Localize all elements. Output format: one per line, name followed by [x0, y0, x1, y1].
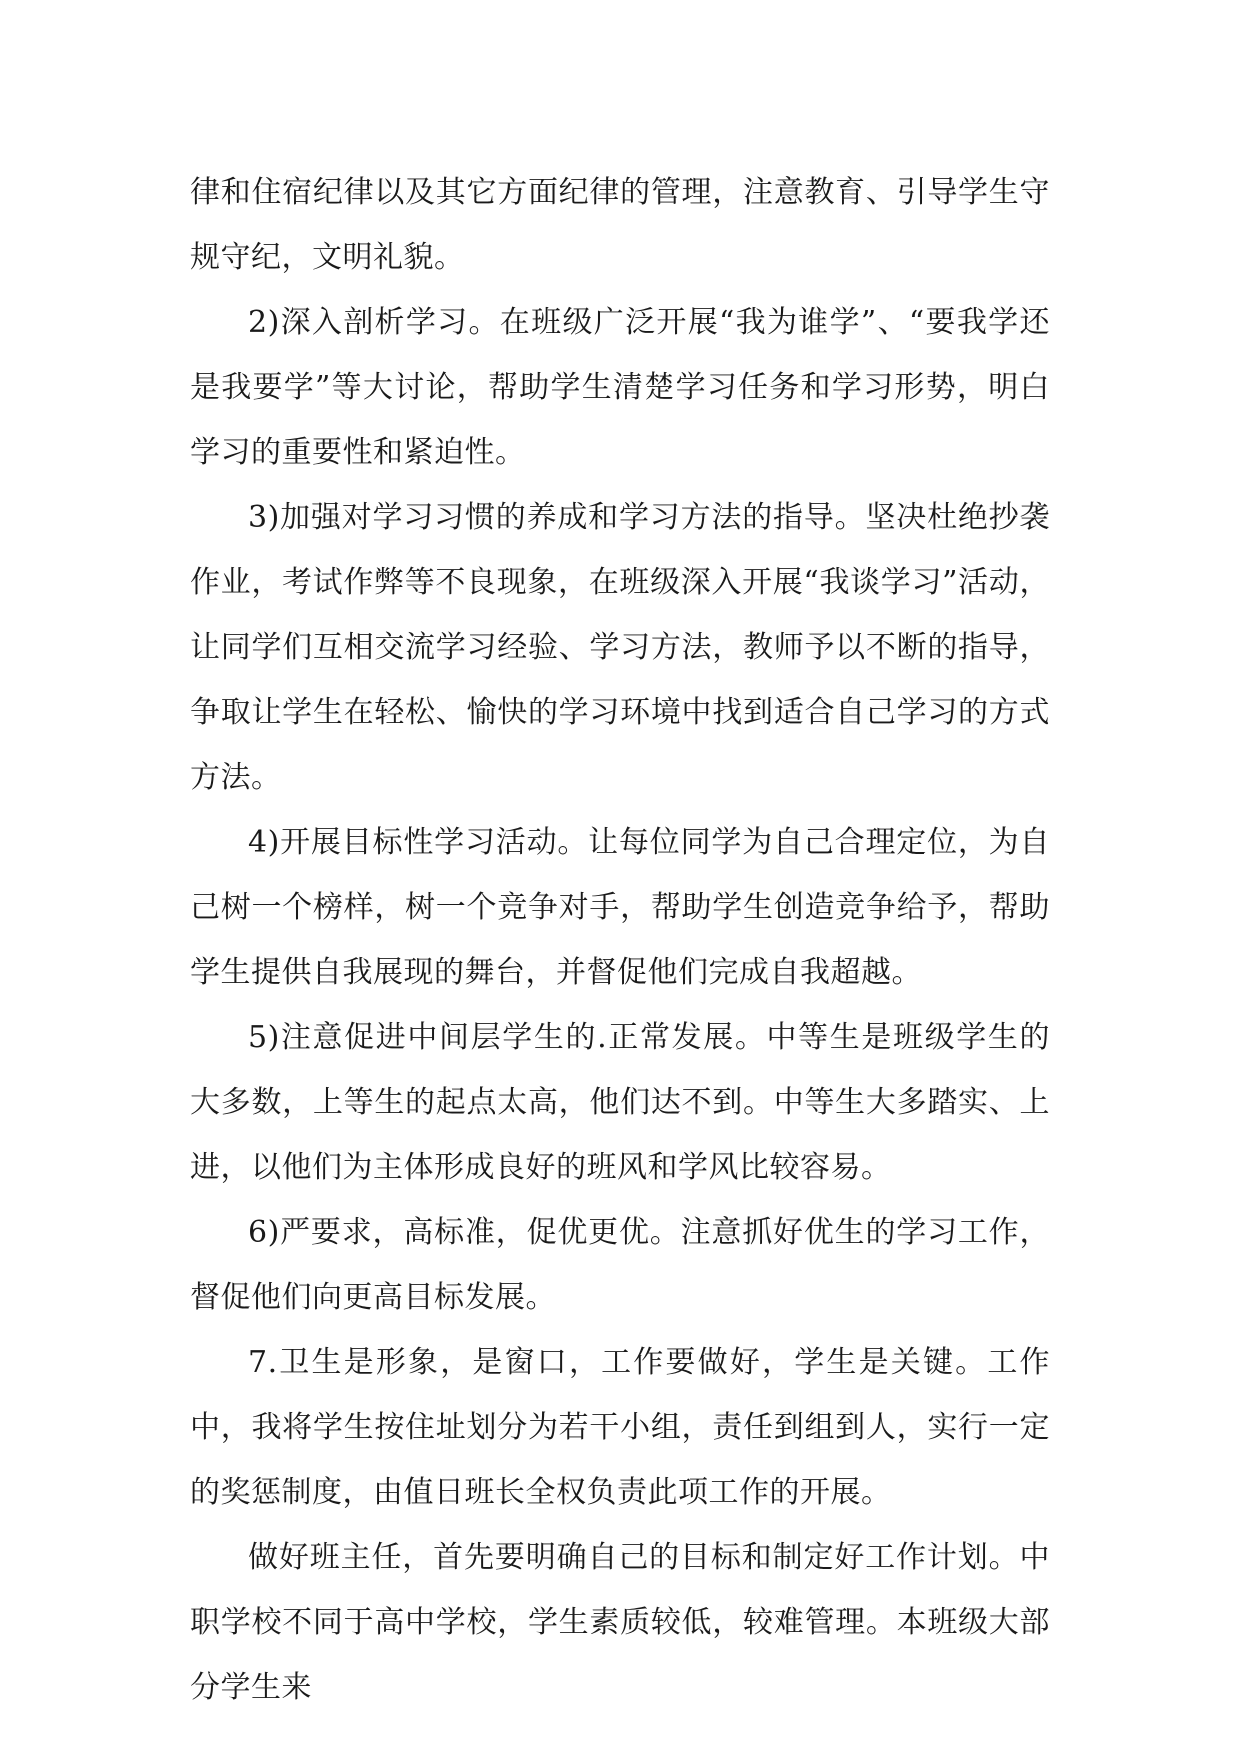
paragraph-summary: 做好班主任，首先要明确自己的目标和制定好工作计划。中职学校不同于高中学校，学生素质较低，较难管理。本班级大部分学生来 — [190, 1540, 1050, 1705]
paragraph-item-4: 4)开展目标性学习活动。让每位同学为自己合理定位，为自己树一个榜样，树一个竞争对手，帮助学生创造竞争给予，帮助学生提供自我展现的舞台，并督促他们完成自我超越。 — [190, 825, 1050, 990]
paragraph-discipline-continued: 律和住宿纪律以及其它方面纪律的管理，注意教育、引导学生守规守纪，文明礼貌。 — [190, 175, 1050, 275]
paragraph-item-5: 5)注意促进中间层学生的.正常发展。中等生是班级学生的大多数，上等生的起点太高，他们达不到。中等生大多踏实、上进，以他们为主体形成良好的班风和学风比较容易。 — [190, 1020, 1050, 1185]
paragraph-item-3: 3)加强对学习习惯的养成和学习方法的指导。坚决杜绝抄袭作业，考试作弊等不良现象，在班级深入开展“我谈学习”活动，让同学们互相交流学习经验、学习方法，教师予以不断的指导，争取让学生在轻松、愉快的学习环境中找到适合自己学习的方式方法。 — [190, 500, 1050, 795]
paragraph-item-6: 6)严要求，高标准，促优更优。注意抓好优生的学习工作，督促他们向更高目标发展。 — [190, 1215, 1050, 1315]
paragraph-item-2: 2)深入剖析学习。在班级广泛开展“我为谁学”、“要我学还是我要学”等大讨论，帮助学生清楚学习任务和学习形势，明白学习的重要性和紧迫性。 — [190, 305, 1050, 470]
document-body — [190, 160, 1050, 1720]
paragraph-item-7: 7.卫生是形象，是窗口，工作要做好，学生是关键。工作中，我将学生按住址划分为若干小组，责任到组到人，实行一定的奖惩制度，由值日班长全权负责此项工作的开展。 — [190, 1345, 1050, 1510]
